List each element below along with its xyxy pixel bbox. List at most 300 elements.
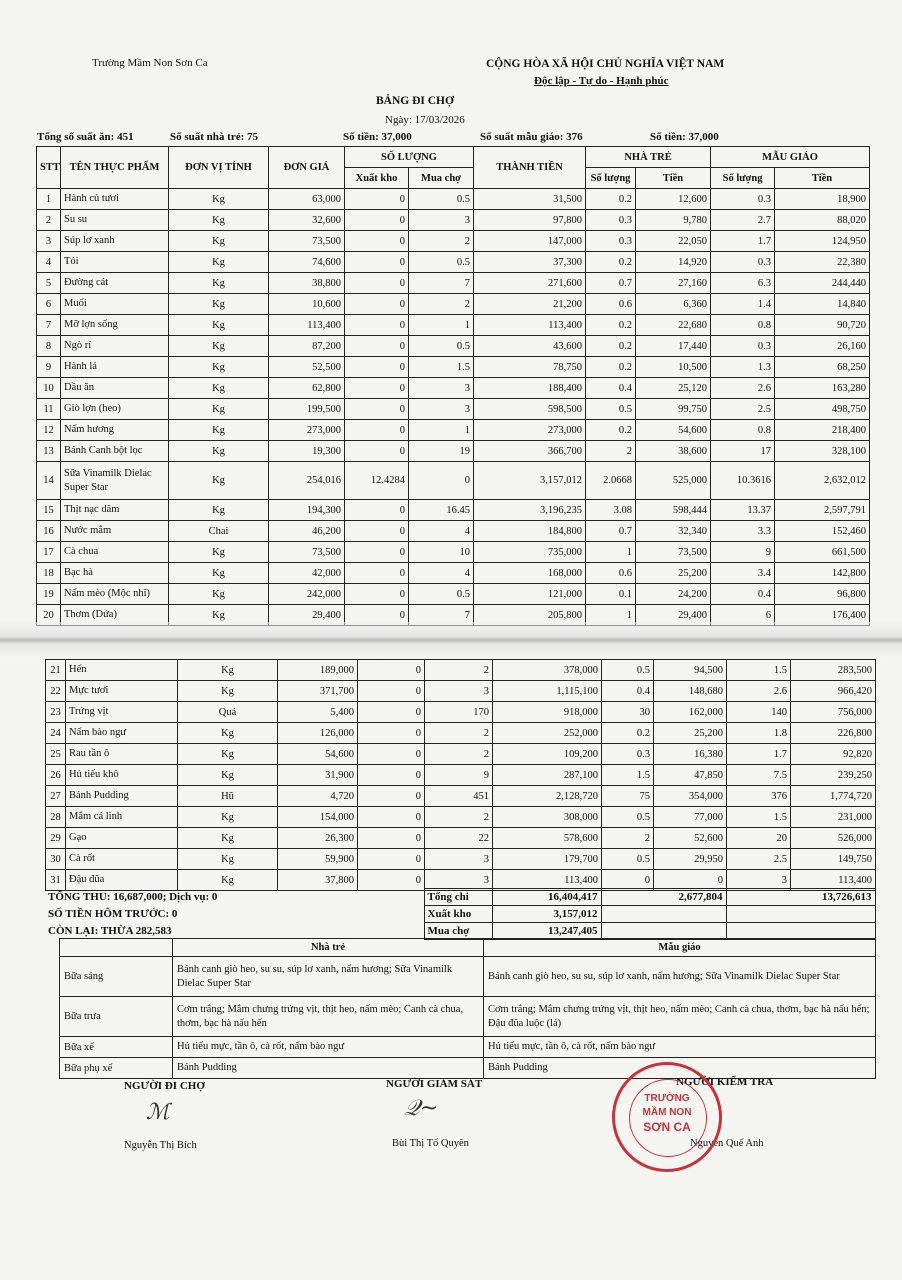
row-nt-money: 0 bbox=[654, 870, 727, 891]
row-nt-money: 47,850 bbox=[654, 765, 727, 786]
row-stt: 27 bbox=[46, 786, 66, 807]
row-mg-money: 149,750 bbox=[791, 849, 876, 870]
row-name: Súp lơ xanh bbox=[61, 231, 169, 252]
row-stt: 15 bbox=[37, 500, 61, 521]
row-buy: 170 bbox=[425, 702, 493, 723]
row-price: 62,800 bbox=[269, 378, 345, 399]
row-name: Nấm mèo (Mộc nhĩ) bbox=[61, 584, 169, 605]
scan-fold-line bbox=[0, 622, 902, 658]
row-price: 154,000 bbox=[278, 807, 358, 828]
row-out: 0 bbox=[345, 584, 409, 605]
row-nt-money: 99,750 bbox=[636, 399, 711, 420]
row-amount: 271,600 bbox=[474, 273, 586, 294]
row-price: 189,000 bbox=[278, 660, 358, 681]
row-mg-qty: 3.3 bbox=[711, 521, 775, 542]
row-out: 0 bbox=[358, 765, 425, 786]
row-nt-money: 148,680 bbox=[654, 681, 727, 702]
menu-meal: Bữa trưa bbox=[60, 997, 173, 1037]
row-mg-qty: 1.7 bbox=[711, 231, 775, 252]
row-nt-qty: 0.3 bbox=[586, 231, 636, 252]
menu-nt-item: Bánh Pudding bbox=[173, 1058, 484, 1079]
row-price: 52,500 bbox=[269, 357, 345, 378]
row-amount: 1,115,100 bbox=[493, 681, 602, 702]
table-row bbox=[37, 210, 870, 231]
row-out: 0 bbox=[345, 542, 409, 563]
row-mg-money: 152,460 bbox=[775, 521, 870, 542]
document-date: Ngày: 17/03/2026 bbox=[385, 114, 465, 126]
row-amount: 287,100 bbox=[493, 765, 602, 786]
tong-thu: TỔNG THU: 16,687,000; Dịch vụ: 0 bbox=[48, 891, 218, 903]
row-stt: 8 bbox=[37, 336, 61, 357]
row-amount: 21,200 bbox=[474, 294, 586, 315]
row-mg-money: 756,000 bbox=[791, 702, 876, 723]
row-buy: 3 bbox=[409, 210, 474, 231]
row-price: 371,700 bbox=[278, 681, 358, 702]
row-name: Nấm bào ngư bbox=[66, 723, 178, 744]
row-name: Hành lá bbox=[61, 357, 169, 378]
row-price: 254,016 bbox=[269, 462, 345, 500]
row-name: Giò lợn (heo) bbox=[61, 399, 169, 420]
row-unit: Kg bbox=[169, 441, 269, 462]
col-stt: STT bbox=[37, 147, 61, 189]
row-unit: Kg bbox=[169, 542, 269, 563]
row-nt-money: 73,500 bbox=[636, 542, 711, 563]
table-row bbox=[46, 723, 876, 744]
table-row bbox=[46, 765, 876, 786]
row-price: 59,900 bbox=[278, 849, 358, 870]
row-out: 0 bbox=[358, 744, 425, 765]
row-mg-money: 283,500 bbox=[791, 660, 876, 681]
row-mg-money: 2,632,012 bbox=[775, 462, 870, 500]
row-nt-money: 38,600 bbox=[636, 441, 711, 462]
xuat-kho-value: 3,157,012 bbox=[492, 906, 601, 923]
nt-money: Số tiền: 37,000 bbox=[343, 131, 412, 143]
stamp-line: MẦM NON bbox=[642, 1107, 692, 1118]
row-name: Bánh Canh bột lọc bbox=[61, 441, 169, 462]
row-mg-qty: 20 bbox=[727, 828, 791, 849]
row-stt: 3 bbox=[37, 231, 61, 252]
row-out: 0 bbox=[345, 399, 409, 420]
row-mg-qty: 2.5 bbox=[711, 399, 775, 420]
row-out: 0 bbox=[345, 357, 409, 378]
row-amount: 918,000 bbox=[493, 702, 602, 723]
row-name: Su su bbox=[61, 210, 169, 231]
tong-chi-value: 16,404,417 bbox=[492, 889, 601, 906]
row-price: 32,600 bbox=[269, 210, 345, 231]
row-unit: Kg bbox=[169, 252, 269, 273]
row-mg-money: 231,000 bbox=[791, 807, 876, 828]
row-buy: 16.45 bbox=[409, 500, 474, 521]
row-nt-qty: 0.7 bbox=[586, 273, 636, 294]
table-row bbox=[37, 189, 870, 210]
row-unit: Quả bbox=[178, 702, 278, 723]
row-nt-qty: 2.0668 bbox=[586, 462, 636, 500]
row-unit: Chai bbox=[169, 521, 269, 542]
row-amount: 252,000 bbox=[493, 723, 602, 744]
row-buy: 7 bbox=[409, 273, 474, 294]
row-price: 29,400 bbox=[269, 605, 345, 626]
row-unit: Kg bbox=[169, 315, 269, 336]
row-mg-qty: 0.8 bbox=[711, 315, 775, 336]
row-nt-money: 14,920 bbox=[636, 252, 711, 273]
row-unit: Kg bbox=[178, 828, 278, 849]
table-row bbox=[37, 500, 870, 521]
menu-mg-item: Bánh canh giò heo, su su, súp lơ xanh, nấm hương; Sữa Vinamilk Dielac Super Star bbox=[484, 957, 876, 997]
row-mg-qty: 2.7 bbox=[711, 210, 775, 231]
school-stamp bbox=[612, 1062, 722, 1172]
row-mg-qty: 0.3 bbox=[711, 189, 775, 210]
col-name: TÊN THỰC PHẨM bbox=[61, 147, 169, 189]
row-mg-qty: 1.7 bbox=[727, 744, 791, 765]
row-stt: 4 bbox=[37, 252, 61, 273]
row-nt-qty: 1 bbox=[586, 605, 636, 626]
row-amount: 113,400 bbox=[493, 870, 602, 891]
row-amount: 147,000 bbox=[474, 231, 586, 252]
row-unit: Kg bbox=[169, 210, 269, 231]
row-nt-money: 22,680 bbox=[636, 315, 711, 336]
row-nt-qty: 1.5 bbox=[602, 765, 654, 786]
row-buy: 4 bbox=[409, 563, 474, 584]
row-nt-money: 525,000 bbox=[636, 462, 711, 500]
row-out: 0 bbox=[358, 681, 425, 702]
row-mg-qty: 1.3 bbox=[711, 357, 775, 378]
table-row bbox=[37, 357, 870, 378]
table-row bbox=[46, 681, 876, 702]
row-name: Mỡ lợn sống bbox=[61, 315, 169, 336]
row-nt-qty: 0.5 bbox=[586, 399, 636, 420]
row-mg-qty: 2.5 bbox=[727, 849, 791, 870]
row-nt-qty: 0.6 bbox=[586, 294, 636, 315]
row-unit: Kg bbox=[169, 420, 269, 441]
row-nt-money: 77,000 bbox=[654, 807, 727, 828]
row-name: Cà chua bbox=[61, 542, 169, 563]
row-name: Gạo bbox=[66, 828, 178, 849]
row-mg-qty: 0.8 bbox=[711, 420, 775, 441]
row-price: 113,400 bbox=[269, 315, 345, 336]
row-stt: 5 bbox=[37, 273, 61, 294]
stamp-line: TRƯỜNG bbox=[644, 1093, 690, 1104]
row-nt-qty: 0 bbox=[602, 870, 654, 891]
row-nt-money: 24,200 bbox=[636, 584, 711, 605]
table-row bbox=[37, 521, 870, 542]
row-price: 5,400 bbox=[278, 702, 358, 723]
mg-money: Số tiền: 37,000 bbox=[650, 131, 719, 143]
row-mg-qty: 0.3 bbox=[711, 336, 775, 357]
row-out: 0 bbox=[358, 849, 425, 870]
table-row bbox=[46, 849, 876, 870]
menu-meal: Bữa phụ xế bbox=[60, 1058, 173, 1079]
row-out: 0 bbox=[345, 294, 409, 315]
row-name: Ngò rí bbox=[61, 336, 169, 357]
row-price: 42,000 bbox=[269, 563, 345, 584]
col-out: Xuất kho bbox=[345, 168, 409, 189]
row-nt-money: 162,000 bbox=[654, 702, 727, 723]
row-out: 0 bbox=[358, 807, 425, 828]
col-unit: ĐƠN VỊ TÍNH bbox=[169, 147, 269, 189]
row-mg-qty: 3 bbox=[727, 870, 791, 891]
row-mg-money: 96,800 bbox=[775, 584, 870, 605]
menu-mg-item: Bánh Pudding bbox=[484, 1058, 876, 1079]
row-unit: Hũ bbox=[178, 786, 278, 807]
menu-mg-item: Hủ tiếu mực, tần ô, cà rốt, nấm bào ngư bbox=[484, 1037, 876, 1058]
row-amount: 598,500 bbox=[474, 399, 586, 420]
row-amount: 3,157,012 bbox=[474, 462, 586, 500]
row-stt: 2 bbox=[37, 210, 61, 231]
row-mg-qty: 7.5 bbox=[727, 765, 791, 786]
row-amount: 121,000 bbox=[474, 584, 586, 605]
row-nt-qty: 0.2 bbox=[586, 336, 636, 357]
row-buy: 0.5 bbox=[409, 336, 474, 357]
row-buy: 19 bbox=[409, 441, 474, 462]
row-price: 73,500 bbox=[269, 231, 345, 252]
row-mg-qty: 140 bbox=[727, 702, 791, 723]
row-unit: Kg bbox=[169, 189, 269, 210]
row-mg-money: 498,750 bbox=[775, 399, 870, 420]
row-unit: Kg bbox=[178, 744, 278, 765]
row-nt-qty: 0.2 bbox=[602, 723, 654, 744]
con-lai: CÒN LẠI: THỪA 282,583 bbox=[48, 925, 172, 937]
row-amount: 735,000 bbox=[474, 542, 586, 563]
row-name: Nấm hương bbox=[61, 420, 169, 441]
row-name: Cà rốt bbox=[66, 849, 178, 870]
row-price: 63,000 bbox=[269, 189, 345, 210]
menu-meal: Bữa xế bbox=[60, 1037, 173, 1058]
row-name: Muối bbox=[61, 294, 169, 315]
tong-chi-label: Tổng chi bbox=[424, 889, 492, 906]
buyer-signature: ℳ bbox=[146, 1100, 170, 1125]
row-mg-money: 661,500 bbox=[775, 542, 870, 563]
table-row bbox=[46, 786, 876, 807]
row-nt-money: 12,600 bbox=[636, 189, 711, 210]
row-price: 73,500 bbox=[269, 542, 345, 563]
row-nt-qty: 1 bbox=[586, 542, 636, 563]
row-out: 0 bbox=[345, 563, 409, 584]
row-mg-money: 176,400 bbox=[775, 605, 870, 626]
row-amount: 37,300 bbox=[474, 252, 586, 273]
row-price: 87,200 bbox=[269, 336, 345, 357]
table-row bbox=[37, 315, 870, 336]
row-nt-money: 94,500 bbox=[654, 660, 727, 681]
supervisor-signature: 𝒬~ bbox=[404, 1096, 439, 1121]
menu-mg-header: Mẫu giáo bbox=[484, 939, 876, 957]
buyer-name: Nguyễn Thị Bích bbox=[124, 1140, 197, 1151]
row-buy: 1 bbox=[409, 315, 474, 336]
row-nt-qty: 75 bbox=[602, 786, 654, 807]
table-row bbox=[37, 273, 870, 294]
row-mg-qty: 1.8 bbox=[727, 723, 791, 744]
row-nt-qty: 3.08 bbox=[586, 500, 636, 521]
table-row bbox=[37, 252, 870, 273]
food-table-part2 bbox=[45, 659, 876, 891]
table-row bbox=[37, 462, 870, 500]
row-price: 194,300 bbox=[269, 500, 345, 521]
checker-title: NGƯỜI KIỂM TRA bbox=[676, 1076, 774, 1088]
row-stt: 16 bbox=[37, 521, 61, 542]
row-mg-qty: 1.5 bbox=[727, 660, 791, 681]
row-unit: Kg bbox=[178, 723, 278, 744]
row-buy: 3 bbox=[425, 870, 493, 891]
row-mg-money: 88,020 bbox=[775, 210, 870, 231]
row-name: Dầu ăn bbox=[61, 378, 169, 399]
mg-meals: Số suất mẫu giáo: 376 bbox=[480, 131, 583, 143]
row-amount: 109,200 bbox=[493, 744, 602, 765]
row-mg-qty: 13.37 bbox=[711, 500, 775, 521]
row-mg-money: 163,280 bbox=[775, 378, 870, 399]
row-buy: 0.5 bbox=[409, 189, 474, 210]
row-buy: 0 bbox=[409, 462, 474, 500]
table-row bbox=[37, 378, 870, 399]
col-buy: Mua chợ bbox=[409, 168, 474, 189]
table-row bbox=[46, 807, 876, 828]
row-mg-money: 244,440 bbox=[775, 273, 870, 294]
row-amount: 31,500 bbox=[474, 189, 586, 210]
row-buy: 2 bbox=[425, 723, 493, 744]
row-name: Trứng vịt bbox=[66, 702, 178, 723]
row-nt-qty: 0.1 bbox=[586, 584, 636, 605]
col-nt: NHÀ TRẺ bbox=[586, 147, 711, 168]
table-row bbox=[37, 399, 870, 420]
row-stt: 22 bbox=[46, 681, 66, 702]
row-buy: 7 bbox=[409, 605, 474, 626]
table-row bbox=[46, 702, 876, 723]
table-row bbox=[37, 336, 870, 357]
row-mg-money: 526,000 bbox=[791, 828, 876, 849]
menu-meal: Bữa sáng bbox=[60, 957, 173, 997]
row-stt: 23 bbox=[46, 702, 66, 723]
row-price: 273,000 bbox=[269, 420, 345, 441]
row-stt: 31 bbox=[46, 870, 66, 891]
row-stt: 10 bbox=[37, 378, 61, 399]
col-nt-money: Tiền bbox=[636, 168, 711, 189]
row-out: 0 bbox=[358, 786, 425, 807]
row-nt-money: 9,780 bbox=[636, 210, 711, 231]
row-mg-money: 1,774,720 bbox=[791, 786, 876, 807]
row-mg-money: 22,380 bbox=[775, 252, 870, 273]
row-name: Bánh Pudding bbox=[66, 786, 178, 807]
menu-table bbox=[59, 938, 876, 1079]
row-buy: 3 bbox=[425, 681, 493, 702]
row-nt-money: 29,400 bbox=[636, 605, 711, 626]
row-unit: Kg bbox=[178, 807, 278, 828]
row-mg-qty: 2.6 bbox=[711, 378, 775, 399]
row-amount: 184,800 bbox=[474, 521, 586, 542]
row-nt-money: 354,000 bbox=[654, 786, 727, 807]
row-mg-qty: 9 bbox=[711, 542, 775, 563]
row-amount: 43,600 bbox=[474, 336, 586, 357]
row-unit: Kg bbox=[178, 681, 278, 702]
row-out: 0 bbox=[345, 521, 409, 542]
row-price: 37,800 bbox=[278, 870, 358, 891]
row-buy: 3 bbox=[425, 849, 493, 870]
row-buy: 451 bbox=[425, 786, 493, 807]
row-mg-money: 92,820 bbox=[791, 744, 876, 765]
row-amount: 273,000 bbox=[474, 420, 586, 441]
row-unit: Kg bbox=[178, 660, 278, 681]
row-price: 199,500 bbox=[269, 399, 345, 420]
total-meals: Tổng số suất ăn: 451 bbox=[37, 131, 134, 143]
row-mg-money: 68,250 bbox=[775, 357, 870, 378]
row-price: 38,800 bbox=[269, 273, 345, 294]
row-price: 74,600 bbox=[269, 252, 345, 273]
row-nt-qty: 30 bbox=[602, 702, 654, 723]
row-nt-money: 17,440 bbox=[636, 336, 711, 357]
row-mg-money: 218,400 bbox=[775, 420, 870, 441]
row-out: 0 bbox=[358, 870, 425, 891]
row-nt-money: 598,444 bbox=[636, 500, 711, 521]
col-nt-qty: Số lượng bbox=[586, 168, 636, 189]
food-table-part1 bbox=[36, 146, 870, 626]
row-nt-money: 16,380 bbox=[654, 744, 727, 765]
row-stt: 11 bbox=[37, 399, 61, 420]
row-out: 0 bbox=[358, 702, 425, 723]
row-nt-money: 52,600 bbox=[654, 828, 727, 849]
row-name: Mực tươi bbox=[66, 681, 178, 702]
row-price: 54,600 bbox=[278, 744, 358, 765]
row-stt: 24 bbox=[46, 723, 66, 744]
col-mg: MẪU GIÁO bbox=[711, 147, 870, 168]
row-nt-money: 27,160 bbox=[636, 273, 711, 294]
so-tien-hom-truoc: SỐ TIỀN HÔM TRƯỚC: 0 bbox=[48, 908, 178, 920]
row-buy: 3 bbox=[409, 378, 474, 399]
row-name: Hành củ tươi bbox=[61, 189, 169, 210]
row-unit: Kg bbox=[169, 563, 269, 584]
table-row bbox=[37, 542, 870, 563]
row-out: 0 bbox=[345, 189, 409, 210]
row-stt: 20 bbox=[37, 605, 61, 626]
col-qty: SỐ LƯỢNG bbox=[345, 147, 474, 168]
supervisor-title: NGƯỜI GIÁM SÁT bbox=[386, 1078, 483, 1090]
row-buy: 2 bbox=[409, 294, 474, 315]
motto: Độc lập - Tự do - Hạnh phúc bbox=[534, 75, 669, 87]
row-mg-qty: 6 bbox=[711, 605, 775, 626]
row-name: Rau tần ô bbox=[66, 744, 178, 765]
row-price: 46,200 bbox=[269, 521, 345, 542]
row-buy: 0.5 bbox=[409, 252, 474, 273]
row-name: Sữa Vinamilk Dielac Super Star bbox=[61, 462, 169, 500]
nt-meals: Số suất nhà trẻ: 75 bbox=[170, 131, 259, 143]
row-out: 0 bbox=[345, 420, 409, 441]
row-nt-qty: 0.5 bbox=[602, 807, 654, 828]
nt-total: 2,677,804 bbox=[601, 889, 726, 906]
row-mg-money: 142,800 bbox=[775, 563, 870, 584]
mua-cho-label: Mua chợ bbox=[424, 923, 492, 940]
col-amount: THÀNH TIỀN bbox=[474, 147, 586, 189]
row-mg-money: 2,597,791 bbox=[775, 500, 870, 521]
row-mg-money: 90,720 bbox=[775, 315, 870, 336]
row-unit: Kg bbox=[169, 357, 269, 378]
row-unit: Kg bbox=[169, 500, 269, 521]
row-stt: 19 bbox=[37, 584, 61, 605]
menu-nt-header: Nhà trẻ bbox=[173, 939, 484, 957]
row-name: Thơm (Dứa) bbox=[61, 605, 169, 626]
row-name: Hến bbox=[66, 660, 178, 681]
row-stt: 26 bbox=[46, 765, 66, 786]
row-stt: 14 bbox=[37, 462, 61, 500]
row-mg-qty: 1.5 bbox=[727, 807, 791, 828]
row-amount: 3,196,235 bbox=[474, 500, 586, 521]
row-stt: 18 bbox=[37, 563, 61, 584]
row-out: 12.4284 bbox=[345, 462, 409, 500]
row-price: 4,720 bbox=[278, 786, 358, 807]
row-buy: 1.5 bbox=[409, 357, 474, 378]
table-row bbox=[37, 231, 870, 252]
row-stt: 6 bbox=[37, 294, 61, 315]
row-nt-qty: 2 bbox=[602, 828, 654, 849]
table-row bbox=[37, 563, 870, 584]
row-stt: 28 bbox=[46, 807, 66, 828]
row-unit: Kg bbox=[169, 399, 269, 420]
row-nt-qty: 2 bbox=[586, 441, 636, 462]
